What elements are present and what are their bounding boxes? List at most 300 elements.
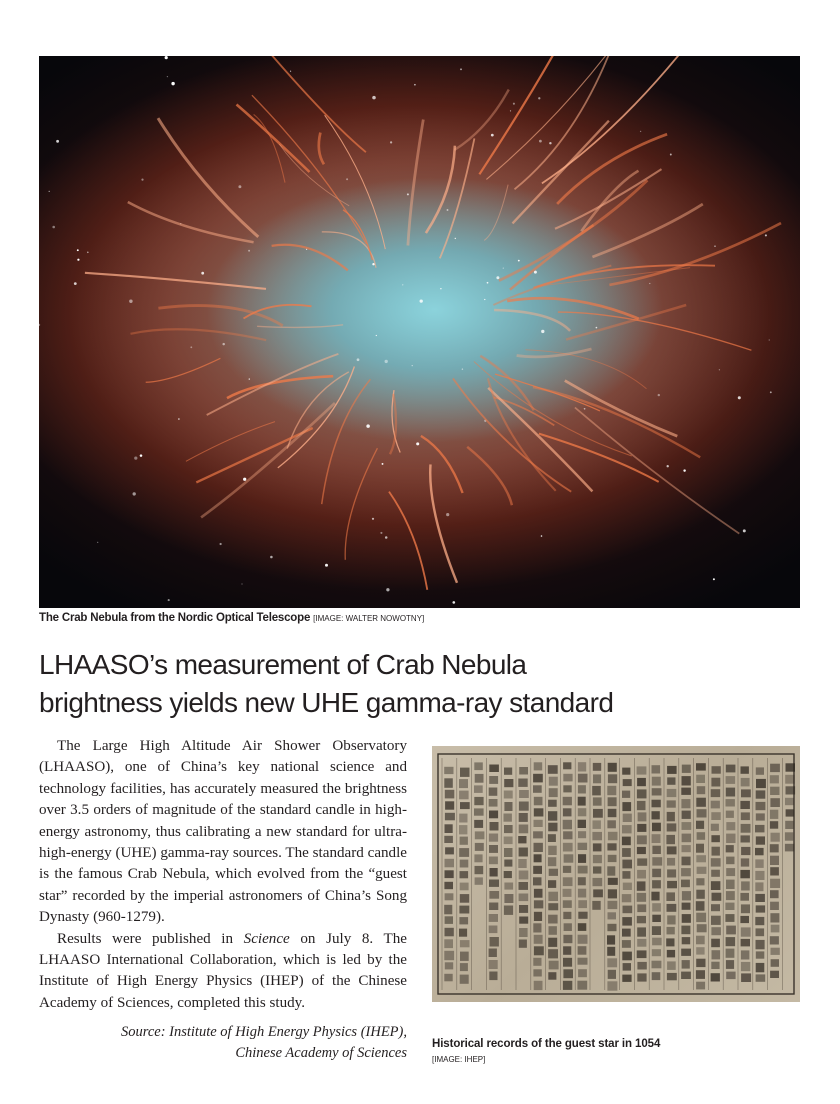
star-dot <box>129 299 132 302</box>
nebula-filament <box>237 105 310 173</box>
ink-character <box>652 823 661 832</box>
nebula-filament <box>85 273 266 289</box>
ink-character <box>637 835 647 844</box>
star-dot <box>241 583 242 584</box>
ink-character <box>637 962 646 970</box>
ink-character <box>475 774 484 783</box>
ink-character <box>563 900 572 908</box>
ink-character <box>444 836 453 843</box>
ink-character <box>652 926 661 935</box>
nebula-filament <box>257 325 343 328</box>
ink-character <box>460 940 470 947</box>
ink-character <box>504 871 512 878</box>
star-dot <box>249 378 250 379</box>
star-dot <box>382 463 384 465</box>
ink-character <box>504 814 512 822</box>
ink-character <box>637 801 646 810</box>
star-dot <box>455 238 456 239</box>
ink-character <box>652 903 661 911</box>
nebula-filament <box>534 265 716 288</box>
nebula-filament <box>186 422 275 462</box>
ink-character <box>711 870 720 877</box>
star-dot <box>649 283 650 284</box>
ink-character <box>607 786 616 795</box>
ink-character <box>681 788 691 795</box>
ink-character <box>607 820 616 828</box>
ink-character <box>622 848 631 857</box>
ink-character <box>681 868 691 876</box>
article-paragraph-1: The Large High Altitude Air Shower Observatory (LHAASO), one of China’s key national science and technology facilities, has accurately measured the brightness over 3.5 orders of magnitude of the standard candle in high-energy astronomy, thus calibrating a new standard for ultra-high-energy (UHE) gamma-ray sources. The standard candle is the famous Crab Nebula, which evolved from the “guest star” recorded by the imperial astronomers of China’s Song Dynasty (960-1279). <box>39 738 407 926</box>
ink-character <box>445 916 453 924</box>
ink-character <box>785 775 795 784</box>
star-dot <box>222 343 224 345</box>
ink-character <box>563 762 571 769</box>
ink-character <box>534 843 543 852</box>
ink-character <box>667 777 675 784</box>
ink-character <box>652 880 661 888</box>
star-dot <box>743 529 746 532</box>
star-dot <box>141 179 143 181</box>
star-dot <box>386 588 389 591</box>
ink-character <box>474 854 482 862</box>
ink-character <box>519 767 528 775</box>
ink-character <box>563 958 572 967</box>
ink-character <box>726 834 735 843</box>
ink-character <box>740 916 749 923</box>
ink-character <box>444 778 453 788</box>
ink-character <box>549 961 559 970</box>
nebula-filament <box>484 185 508 241</box>
ink-character <box>459 848 469 857</box>
nebula-filament <box>467 447 512 505</box>
ink-character <box>578 854 586 863</box>
ink-character <box>741 939 750 947</box>
ink-character <box>785 821 793 829</box>
ink-character <box>533 866 542 874</box>
ink-character <box>667 950 675 958</box>
source-line-1: Source: Institute of High Energy Physics (IHEP), <box>120 1024 407 1040</box>
ink-character <box>637 778 646 786</box>
nebula-filament <box>542 56 683 183</box>
ink-character <box>637 847 646 854</box>
ink-character <box>651 892 659 901</box>
ink-character <box>548 938 557 947</box>
ink-character <box>548 915 558 924</box>
ink-character <box>563 808 572 816</box>
ink-character <box>652 949 661 956</box>
ink-character <box>519 917 528 924</box>
ink-character <box>697 832 706 840</box>
ink-character <box>563 797 572 806</box>
ink-character <box>622 952 632 961</box>
ink-character <box>667 846 677 854</box>
ink-character <box>504 791 513 799</box>
ink-character <box>592 832 602 840</box>
ink-character <box>534 762 543 770</box>
ink-character <box>667 973 677 980</box>
ink-character <box>578 808 587 816</box>
ink-character <box>518 859 526 868</box>
star-dot <box>52 226 55 229</box>
ink-character <box>652 788 662 795</box>
ink-character <box>533 958 541 966</box>
ink-character <box>711 973 720 981</box>
ink-character <box>741 824 751 833</box>
crab-nebula-image <box>39 56 800 608</box>
star-dot <box>201 272 204 275</box>
ink-character <box>578 900 587 908</box>
ink-character <box>667 869 676 877</box>
ink-character <box>711 939 720 948</box>
ink-character <box>741 789 751 797</box>
ink-character <box>726 788 735 797</box>
ink-character <box>652 857 662 865</box>
ink-character <box>504 837 513 845</box>
nebula-filament <box>131 329 267 340</box>
ink-character <box>637 927 646 936</box>
star-dot <box>541 535 543 537</box>
ink-character <box>637 858 647 865</box>
ink-character <box>712 766 721 774</box>
ink-character <box>607 958 617 967</box>
star-dot <box>140 454 143 457</box>
ink-character <box>681 949 691 956</box>
nebula-filament <box>158 118 258 237</box>
ink-character <box>445 859 455 868</box>
ink-character <box>593 809 603 818</box>
ink-character <box>534 820 543 827</box>
ink-character <box>682 822 692 830</box>
ink-character <box>445 801 454 809</box>
ink-character <box>666 892 675 901</box>
ink-character <box>445 928 454 937</box>
ink-character <box>652 961 662 969</box>
ink-character <box>637 893 646 902</box>
ink-character <box>578 946 587 955</box>
ink-character <box>519 790 529 798</box>
ink-character <box>608 878 618 885</box>
ink-character <box>460 768 470 777</box>
ink-character <box>726 776 736 784</box>
star-dot <box>640 131 641 132</box>
ink-character <box>711 904 720 911</box>
star-dot <box>74 282 77 285</box>
ink-character <box>490 822 499 831</box>
ink-character <box>445 847 454 854</box>
ink-character <box>755 859 763 868</box>
ink-character <box>652 915 661 922</box>
star-dot <box>248 250 250 252</box>
ink-character <box>711 835 720 842</box>
ink-character <box>622 894 632 902</box>
ink-character <box>548 903 558 910</box>
star-dot <box>541 330 544 333</box>
ink-character <box>533 923 541 932</box>
ink-character <box>756 779 766 788</box>
star-dot <box>390 141 392 143</box>
historical-record-image <box>432 746 800 1002</box>
ink-character <box>696 844 704 853</box>
nebula-filament <box>325 115 386 249</box>
ink-character <box>607 866 615 875</box>
ink-character <box>622 768 630 775</box>
ink-character <box>697 786 706 794</box>
ink-character <box>519 848 528 857</box>
ink-character <box>771 959 779 967</box>
ink-character <box>696 959 705 967</box>
ink-character <box>460 975 469 984</box>
ink-character <box>741 904 750 913</box>
ink-character <box>771 948 780 955</box>
ink-character <box>741 927 751 936</box>
ink-character <box>682 937 691 944</box>
ink-character <box>563 774 572 782</box>
ink-character <box>770 902 779 910</box>
ink-character <box>637 973 646 981</box>
ink-character <box>726 949 735 958</box>
star-dot <box>407 193 409 195</box>
ink-character <box>534 808 544 816</box>
ink-character <box>548 880 556 888</box>
ink-character <box>548 857 556 866</box>
ink-character <box>623 883 632 890</box>
star-dot <box>496 276 499 279</box>
nebula-filament <box>345 448 377 560</box>
star-dot <box>738 396 741 399</box>
ink-character <box>534 981 543 990</box>
ink-character <box>519 802 529 811</box>
ink-character <box>475 877 483 884</box>
ink-character <box>504 848 513 857</box>
ink-character <box>563 820 572 830</box>
article-source <box>39 1022 407 1064</box>
ink-character <box>445 790 455 799</box>
ink-character <box>770 844 779 852</box>
ink-character <box>756 940 765 949</box>
ink-character <box>667 789 677 797</box>
star-dot <box>416 442 419 445</box>
ink-character <box>726 857 734 865</box>
ink-character <box>622 837 631 846</box>
ink-character <box>489 914 498 922</box>
star-dot <box>510 110 511 111</box>
ink-character <box>696 821 704 829</box>
star-dot <box>770 391 772 393</box>
ink-character <box>534 797 543 806</box>
nebula-filament <box>566 305 686 340</box>
ink-character <box>578 843 588 850</box>
ink-character <box>489 799 498 807</box>
ink-character <box>682 765 691 773</box>
ink-character <box>577 981 587 990</box>
ink-character <box>712 893 722 901</box>
ink-character <box>563 946 571 955</box>
ink-character <box>622 825 632 833</box>
ink-character <box>682 845 691 852</box>
ink-character <box>637 824 646 832</box>
star-dot <box>719 369 720 370</box>
ink-character <box>770 913 779 922</box>
ink-character <box>548 834 556 842</box>
star-dot <box>446 513 449 516</box>
ink-character <box>549 869 558 876</box>
ink-character <box>637 916 646 923</box>
star-dot <box>538 97 540 99</box>
ink-character <box>726 811 734 818</box>
hero-image-caption <box>39 612 424 624</box>
ink-character <box>549 777 558 786</box>
ink-character <box>563 877 573 886</box>
ink-character <box>460 860 469 868</box>
ink-character <box>711 824 719 831</box>
nebula-filament <box>426 146 455 233</box>
ink-character <box>475 831 485 839</box>
headline-line-2: brightness yields new UHE gamma-ray standard <box>39 687 614 718</box>
ink-character <box>504 825 513 833</box>
star-dot <box>270 556 273 559</box>
ink-character <box>475 866 484 874</box>
ink-character <box>622 917 632 926</box>
ink-character <box>726 937 736 946</box>
ink-character <box>770 890 779 898</box>
ink-character <box>504 906 513 915</box>
star-dot <box>134 456 137 459</box>
ink-character <box>770 764 780 772</box>
ink-character <box>711 812 720 820</box>
ink-character <box>459 929 467 937</box>
nebula-filament <box>507 298 639 319</box>
ink-character <box>770 879 780 888</box>
nebula-filament <box>252 95 367 244</box>
star-dot <box>549 142 551 144</box>
ink-character <box>460 871 469 878</box>
ink-character <box>741 973 751 982</box>
ink-character <box>489 845 498 853</box>
star-dot <box>503 267 504 268</box>
ink-character <box>726 880 735 889</box>
ink-character <box>460 952 469 961</box>
star-dot <box>171 82 174 85</box>
ink-character <box>593 889 603 897</box>
ink-character <box>548 765 558 774</box>
ink-character <box>489 960 498 969</box>
ink-character <box>756 974 766 981</box>
nebula-filament <box>494 310 570 331</box>
ink-character <box>726 799 735 806</box>
ink-character <box>637 766 647 774</box>
ink-character <box>592 901 600 910</box>
article-paragraph-2 <box>39 929 407 1015</box>
star-dot <box>77 249 79 251</box>
ink-character <box>533 831 543 838</box>
ink-character <box>607 981 617 990</box>
ink-character <box>697 809 707 817</box>
ink-character <box>696 901 705 911</box>
star-dot <box>87 252 89 254</box>
ink-character <box>741 847 750 855</box>
ink-character <box>578 774 588 783</box>
nebula-filament <box>272 245 348 271</box>
ink-character <box>785 832 793 840</box>
ink-character <box>564 923 572 931</box>
hero-caption-text: The Crab Nebula from the Nordic Optical Telescope <box>39 612 311 624</box>
ink-character <box>696 947 704 954</box>
ink-character <box>445 813 455 821</box>
journal-name: Science <box>243 930 290 947</box>
ink-character <box>489 880 499 887</box>
nebula-filament <box>201 403 335 517</box>
nebula-filament <box>128 202 254 242</box>
star-dot <box>372 518 374 520</box>
ink-character <box>593 878 603 886</box>
ink-character <box>770 856 779 865</box>
ink-character <box>534 946 544 955</box>
nebula-filament <box>609 223 781 285</box>
ink-character <box>548 892 558 901</box>
star-dot <box>97 542 98 543</box>
ink-character <box>564 854 574 862</box>
star-dot <box>462 368 463 369</box>
ink-character <box>474 797 483 805</box>
ink-character <box>460 894 469 903</box>
ink-character <box>533 969 541 976</box>
ink-character <box>756 767 764 774</box>
star-dot <box>414 84 416 86</box>
ink-character <box>489 834 498 842</box>
ink-character <box>682 891 691 900</box>
ink-character <box>652 777 661 786</box>
ink-character <box>460 837 468 845</box>
star-dot <box>49 191 50 192</box>
nebula-filament <box>510 225 594 290</box>
ink-character <box>490 937 499 947</box>
ink-character <box>578 969 587 977</box>
ink-character <box>549 926 557 935</box>
ink-character <box>548 846 557 855</box>
ink-character <box>667 927 675 935</box>
ink-character <box>519 871 529 880</box>
ink-character <box>667 858 675 866</box>
ink-character <box>563 889 572 897</box>
ink-character <box>489 926 498 934</box>
star-dot <box>372 96 376 100</box>
ink-character <box>786 763 796 771</box>
star-dot <box>412 365 413 366</box>
ink-character <box>741 881 750 890</box>
ink-character <box>696 798 706 807</box>
star-dot <box>518 260 520 262</box>
ink-character <box>563 935 572 943</box>
ink-character <box>444 974 452 982</box>
ink-character <box>563 866 571 873</box>
ink-character <box>770 810 778 819</box>
ink-character <box>607 947 615 956</box>
star-dot <box>447 209 449 211</box>
ink-character <box>459 917 468 924</box>
ink-character <box>696 775 705 783</box>
ink-character <box>489 857 498 865</box>
ink-character <box>756 951 765 958</box>
ink-character <box>652 972 661 980</box>
ink-character <box>637 789 647 798</box>
ink-character <box>770 798 780 807</box>
star-dot <box>420 299 423 302</box>
ink-character <box>504 860 512 867</box>
star-dot <box>440 288 441 289</box>
ink-character <box>770 867 779 875</box>
ink-character <box>460 963 468 971</box>
ink-character <box>593 763 601 771</box>
